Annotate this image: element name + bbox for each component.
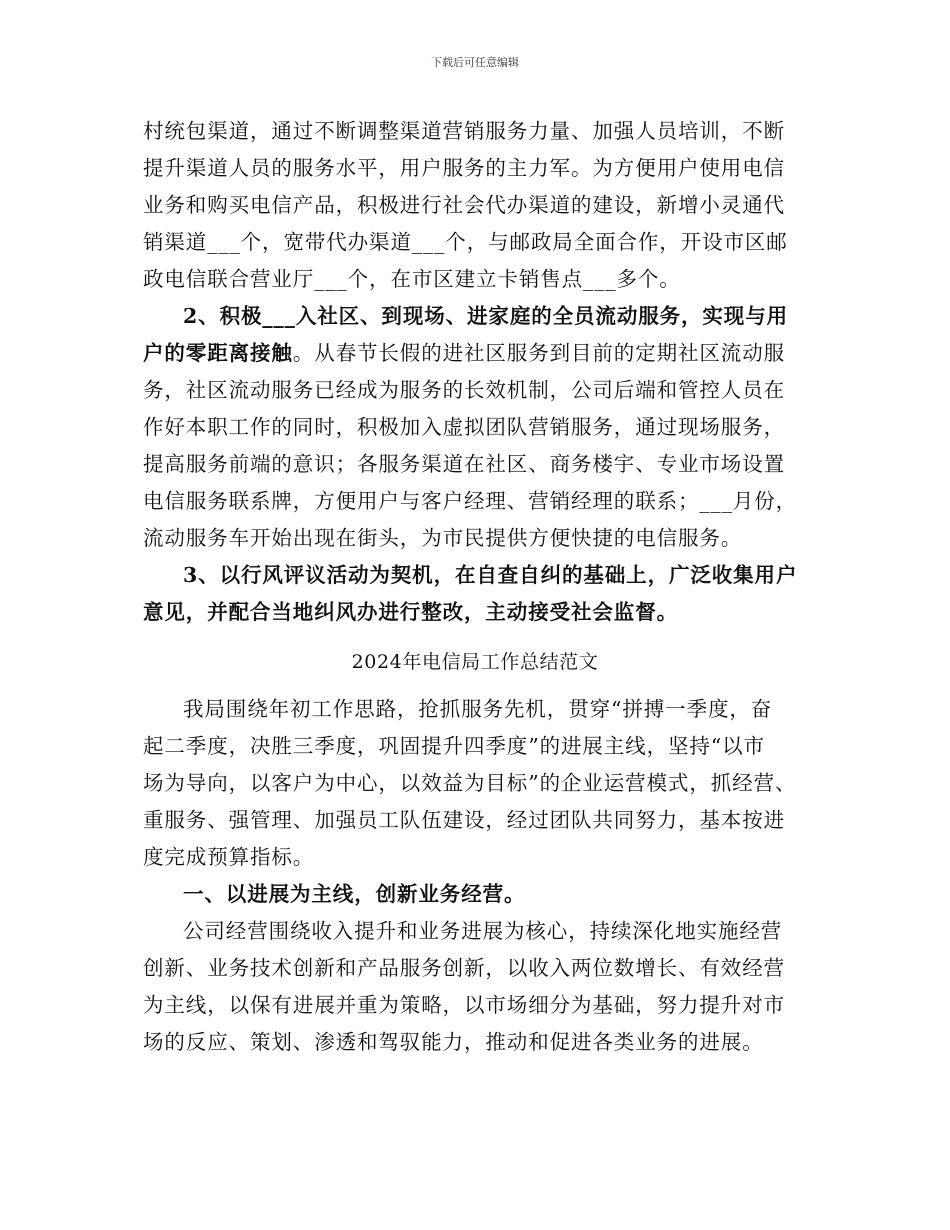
part1-line-1: 公司经营围绕收入提升和业务进展为核心，持续深化地实施经营 <box>183 919 783 943</box>
intro-line-3: 场为导向，以客户为中心，以效益为目标”的企业运营模式，抓经营、 <box>143 771 797 795</box>
sec1-line-3: 业务和购买电信产品，积极进行社会代办渠道的建设，新增小灵通代 <box>143 193 785 217</box>
sec1-line-4: 销渠道___个，宽带代办渠道___个，与邮政局全面合作，开设市区邮 <box>143 230 788 254</box>
intro-line-2: 起二季度，决胜三季度，巩固提升四季度”的进展主线，坚持“以市 <box>143 734 765 758</box>
sec1-line-1: 村统包渠道，通过不断调整渠道营销服务力量、加强人员培训，不断 <box>143 119 785 143</box>
part1-line-4: 场的反应、策划、渗透和驾驭能力，推动和促进各类业务的进展。 <box>143 1030 764 1054</box>
sec2-heading-line-1: 2、积极___入社区、到现场、进家庭的全员流动服务，实现与用 <box>183 304 789 328</box>
intro-line-1: 我局围绕年初工作思路，抢抓服务先机，贯穿“拼搏一季度，奋 <box>183 697 773 721</box>
sec2-heading-rest: 。从春节长假的进社区服务到目前的定期社区流动服 <box>292 341 786 365</box>
sec2-line-2: 作好本职工作的同时，积极加入虚拟团队营销服务，通过现场服务， <box>143 415 785 439</box>
part1-heading: 一、以进展为主线，创新业务经营。 <box>183 882 526 906</box>
sec2-heading-bold: 户的零距离接触 <box>143 341 293 365</box>
document-title: 2024年电信局工作总结范文 <box>351 651 599 673</box>
sec3-line-1: 3、以行风评议活动为契机，在自查自纠的基础上，广泛收集用户 <box>183 563 798 587</box>
sec2-line-3: 提高服务前端的意识；各服务渠道在社区、商务楼宇、专业市场设置 <box>143 452 785 476</box>
sec2-line-5: 流动服务车开始出现在街头，为市民提供方便快捷的电信服务。 <box>143 526 743 550</box>
part1-line-2: 创新、业务技术创新和产品服务创新，以收入两位数增长、有效经营 <box>143 956 785 980</box>
sec2-line-4: 电信服务联系牌，方便用户与客户经理、营销经理的联系；___月份， <box>143 489 798 513</box>
intro-line-5: 度完成预算指标。 <box>143 845 315 869</box>
sec2-heading-line-2 <box>143 336 785 366</box>
sec3-line-2: 意见，并配合当地纠风办进行整改，主动接受社会监督。 <box>143 600 678 624</box>
page-header: 下载后可任意编辑 <box>431 56 519 69</box>
part1-line-3: 为主线，以保有进展并重为策略，以市场细分为基础，努力提升对市 <box>143 993 785 1017</box>
sec1-line-5: 政电信联合营业厅___个，在市区建立卡销售点___多个。 <box>143 267 681 291</box>
sec1-line-2: 提升渠道人员的服务水平，用户服务的主力军。为方便用户使用电信 <box>143 156 785 180</box>
intro-line-4: 重服务、强管理、加强员工队伍建设，经过团队共同努力，基本按进 <box>143 808 785 832</box>
sec2-line-1: 务，社区流动服务已经成为服务的长效机制，公司后端和管控人员在 <box>143 378 785 402</box>
